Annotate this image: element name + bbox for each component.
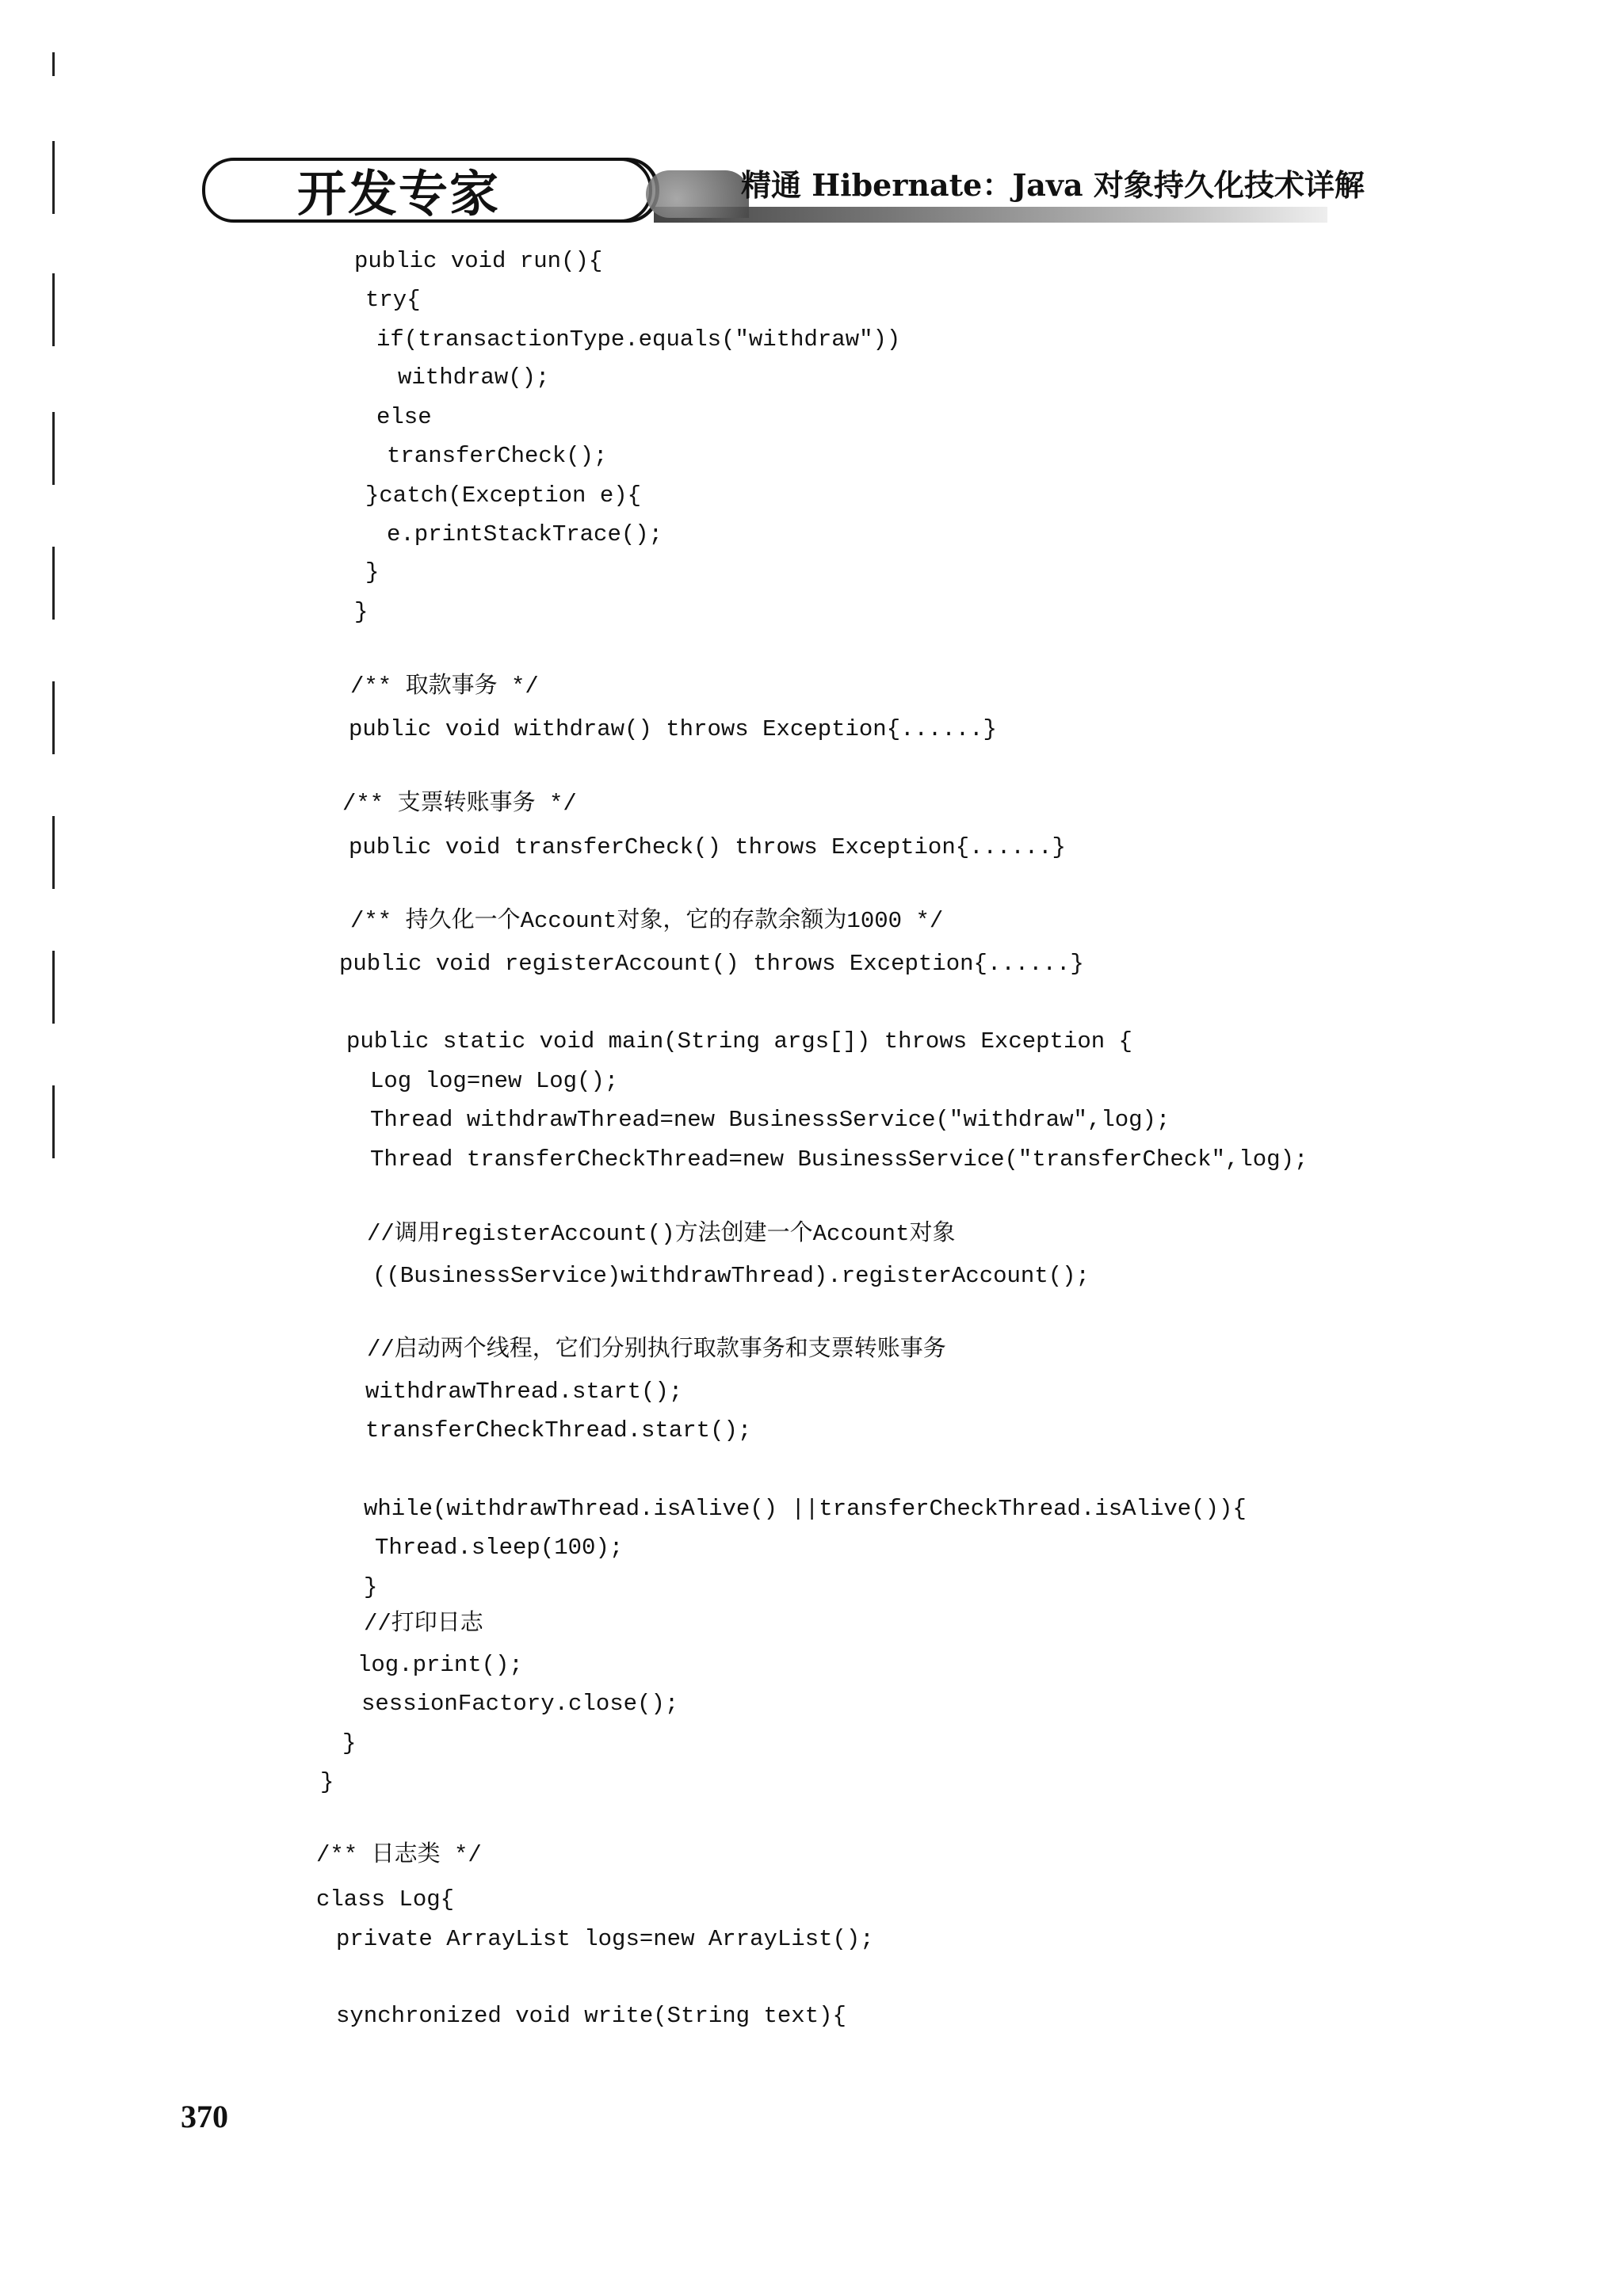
code-line: Thread withdrawThread=new BusinessService("withdraw",log); [370, 1107, 1170, 1133]
code-line: } [364, 1574, 378, 1600]
book-title: 精通 Hibernate：Java 对象持久化技术详解 [741, 167, 1365, 203]
code-comment: /** 日志类 */ [316, 1842, 482, 1868]
code-line: class Log{ [316, 1886, 455, 1913]
code-comment: //调用registerAccount()方法创建一个Account对象 [367, 1221, 956, 1247]
code-line: try{ [365, 287, 421, 313]
code-line: public void withdraw() throws Exception{......} [349, 716, 997, 742]
code-line: public static void main(String args[]) throws Exception { [346, 1028, 1132, 1055]
code-line: if(transactionType.equals("withdraw")) [376, 326, 901, 353]
margin-mark [52, 816, 55, 889]
margin-mark [52, 273, 55, 346]
code-line: Log log=new Log(); [370, 1068, 619, 1094]
code-line: sessionFactory.close(); [361, 1691, 679, 1717]
margin-mark [52, 412, 55, 485]
code-line: e.printStackTrace(); [387, 521, 663, 547]
margin-mark [52, 1085, 55, 1158]
code-line: withdraw(); [398, 364, 550, 391]
code-line: withdrawThread.start(); [365, 1379, 683, 1405]
header-decoration-bar [654, 207, 1327, 223]
code-line: public void registerAccount() throws Exception{......} [339, 951, 1084, 977]
code-comment: /** 支票转账事务 */ [342, 791, 577, 817]
margin-mark [52, 681, 55, 754]
code-line: transferCheckThread.start(); [365, 1417, 752, 1444]
code-line: } [365, 559, 380, 585]
code-line: synchronized void write(String text){ [336, 2003, 846, 2029]
code-comment: /** 取款事务 */ [350, 673, 539, 700]
margin-mark [52, 141, 55, 214]
page-header [202, 154, 1365, 226]
code-line: Thread transferCheckThread=new BusinessService("transferCheck",log); [370, 1146, 1308, 1173]
code-line: Thread.sleep(100); [375, 1535, 624, 1561]
code-line: } [342, 1730, 357, 1756]
code-line: }catch(Exception e){ [365, 482, 642, 509]
code-line: public void transferCheck() throws Exception{......} [349, 834, 1066, 860]
code-line: ((BusinessService)withdrawThread).registerAccount(); [372, 1263, 1090, 1289]
code-line: transferCheck(); [387, 443, 608, 469]
code-line: } [354, 599, 369, 625]
page-number: 370 [181, 2099, 228, 2134]
code-line: else [376, 404, 432, 430]
margin-mark [52, 547, 55, 620]
code-comment: //打印日志 [364, 1611, 483, 1637]
code-line: public void run(){ [354, 248, 603, 274]
code-line: private ArrayList logs=new ArrayList(); [336, 1926, 874, 1952]
code-comment: /** 持久化一个Account对象，它的存款余额为1000 */ [350, 908, 944, 934]
margin-mark [52, 951, 55, 1024]
code-line: } [320, 1769, 334, 1795]
code-line: log.print(); [357, 1652, 523, 1678]
code-comment: //启动两个线程，它们分别执行取款事务和支票转账事务 [367, 1337, 946, 1363]
code-line: while(withdrawThread.isAlive() ||transferCheckThread.isAlive()){ [364, 1496, 1247, 1522]
header-swoosh-graphic [646, 170, 749, 218]
series-title: 开发专家 [297, 165, 501, 223]
margin-mark [52, 52, 55, 76]
